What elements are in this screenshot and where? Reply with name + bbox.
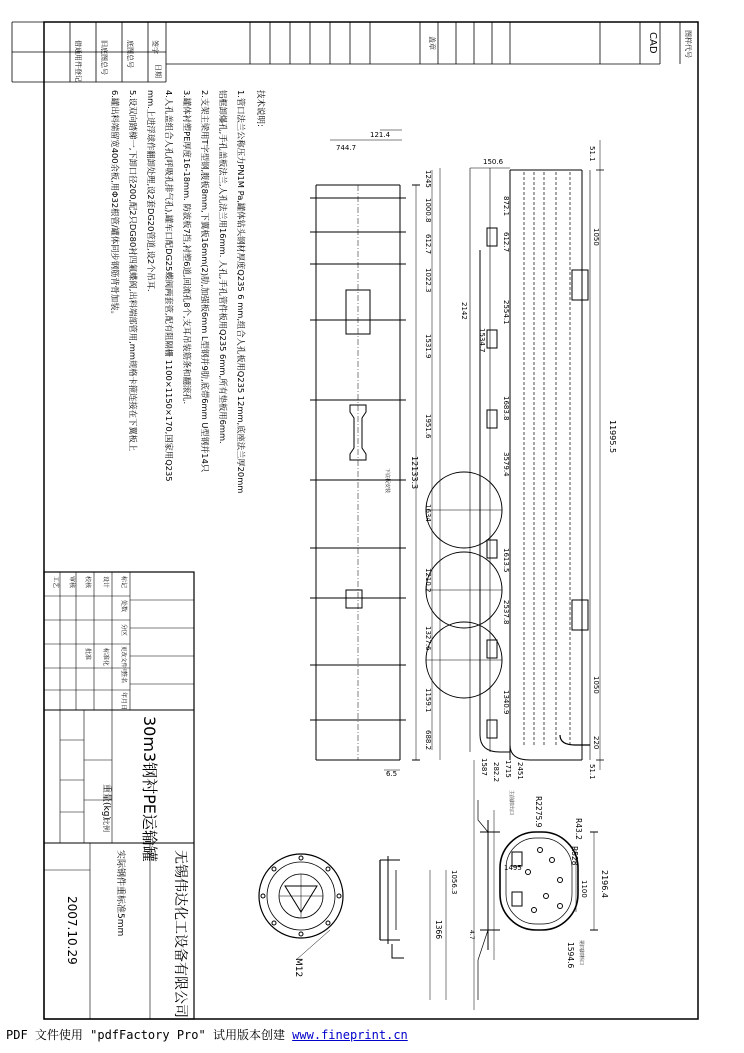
rev-header-3: 分区 — [120, 624, 127, 637]
dim-d3: 220 — [592, 736, 600, 750]
footer-link[interactable]: www.fineprint.cn — [292, 1028, 408, 1042]
cad-label: CAD — [647, 32, 658, 54]
margin-label-1: 借通用件登记 — [74, 40, 82, 82]
bolt-label: M12 — [293, 958, 303, 978]
margin-label-3: 底图总号 — [126, 40, 134, 68]
seg-3: 2554.1 — [502, 300, 510, 325]
technical-notes — [110, 90, 266, 493]
manhole-detail — [259, 854, 404, 960]
seg-4: 1683.8 — [502, 396, 510, 421]
frame-plan-view — [310, 130, 432, 770]
drawing-no-label: 图样代号 — [684, 30, 692, 58]
seg-6: 1613.5 — [502, 548, 510, 573]
sign-row-4: 工艺 — [52, 576, 59, 589]
seg-1: 872.1 — [502, 196, 510, 217]
dim-b4: 1587 — [480, 758, 488, 776]
left-margin-table — [12, 22, 166, 82]
dim-width-2: 121.4 — [370, 131, 391, 139]
title-note: 实际钢件重标准5mm — [115, 850, 125, 937]
dim-small-mid: 6.5 — [386, 770, 398, 778]
mseg-11: 688.2 — [424, 730, 432, 751]
dim-b3: 282.2 — [492, 762, 500, 783]
notes-title: 技术说明: — [255, 90, 265, 127]
rev-header-2: 处数 — [120, 600, 127, 613]
scale-label: 比例 — [102, 818, 110, 832]
dim-small-left: 51.1 — [588, 146, 596, 162]
footer-text: PDF 文件使用 "pdfFactory Pro" 试用版本创建 — [6, 1028, 293, 1042]
mseg-9: 1327.6 — [424, 626, 432, 651]
rev-header-1: 标记 — [120, 576, 127, 589]
mseg-2: 1000.8 — [424, 198, 432, 223]
dim-r2: R43.2 — [574, 818, 583, 840]
company-name: 无锡伟达化工设备有限公司 — [172, 850, 188, 1018]
notes-line-4: 3.罐体衬塑PE厚度16-18mm. 防波板7挡,衬塑6道,回流孔8个,支耳吊装筋条和翻滚孔. — [182, 90, 192, 405]
rev-header-6: 年月日 — [120, 692, 127, 711]
notes-line-8: 6.罐出料端留宽400余板,用Φ32根管/罐体同步钢筋背骨加装。 — [110, 90, 120, 319]
margin-label-5: 日期 — [154, 64, 162, 78]
seg-5: 3579.4 — [502, 452, 510, 477]
dim-overall-mid: 12133.3 — [410, 456, 419, 490]
side-note-2: 第四卸料口 — [578, 940, 584, 966]
mseg-8: 1210.2 — [424, 568, 432, 593]
dim-width-1: 744.7 — [336, 144, 357, 152]
seal-label: 盖章 — [428, 36, 436, 50]
mseg-3: 612.7 — [424, 234, 432, 255]
sign-row-6: 批准 — [84, 648, 91, 661]
seg-7: 2537.8 — [502, 600, 510, 625]
dim-h2: 1100 — [580, 880, 588, 898]
notes-line-7: 5.设双向踏梯一,下卸口径200,配2只DG80衬四氟蝶阀,出料端部管用,mm规格卡箍连接在下翼板上 — [128, 90, 138, 452]
weight-label: 重量(kg) — [101, 784, 111, 820]
notes-line-6: mm.上进浮球作翻卸处理,设2套DG20管道,设2个吊耳. — [146, 90, 156, 292]
dim-b1: 2451 — [516, 762, 524, 780]
dim-r1: R2275.9 — [534, 796, 543, 828]
mseg-4: 1022.3 — [424, 268, 432, 293]
rev-header-4: 更改文件号 — [120, 646, 126, 674]
sign-row-3: 审核 — [68, 576, 75, 589]
dim-r3: R528 — [570, 846, 579, 866]
margin-label-2: 旧底图总号 — [100, 40, 108, 75]
mseg-1: 1245 — [424, 170, 432, 188]
frame-label: 下底板安装 — [384, 468, 390, 494]
notes-line-1: 1.管口法兰公称压力PN1M Pa,罐体钻头钢材厚度Q235 6 mm,组合人孔板用Q235 12mm,底座法兰厚20mm — [236, 90, 246, 494]
sign-row-2: 校核 — [84, 576, 91, 589]
top-revision-strip — [166, 22, 680, 64]
side-note-1: 主前卸出口 — [508, 790, 514, 816]
dim-overall-top: 11995.5 — [608, 420, 617, 454]
dim-a1: 2142 — [460, 302, 468, 320]
mseg-10: 1159.1 — [424, 688, 432, 713]
dim-w3: 1056.3 — [450, 870, 458, 895]
dim-d2: 1050 — [592, 676, 600, 694]
dim-small-right: 51.1 — [588, 764, 596, 780]
notes-line-5: 4.人孔盖组合人孔(呼吸孔排气孔),罐车口配DG25蝶阀两套管,配有阻隔栅 1100×1150×170,国家用Q235 — [164, 90, 174, 482]
seg-8: 1340.9 — [502, 690, 510, 715]
notes-line-2: 铝框卸爆孔,手孔盖板法兰,人孔法兰用16mm. 人孔,手孔管件板用Q235 6mm,所有垫板用6mm. — [218, 90, 228, 444]
dim-a2: 1534.7 — [478, 328, 486, 353]
tank-elevation-view — [426, 140, 604, 770]
rev-header-5: 签名 — [120, 671, 127, 684]
pdf-footer — [6, 1026, 408, 1043]
dim-w4: 1495 — [504, 864, 522, 872]
mseg-6: 1951.6 — [424, 414, 432, 439]
dim-b2: 1715 — [504, 760, 512, 778]
drawing-date: 2007.10.29 — [65, 896, 79, 965]
dim-top-left: 150.6 — [483, 158, 504, 166]
mseg-7: 1634 — [424, 504, 432, 522]
margin-label-4: 签字 — [151, 40, 159, 54]
dim-w1: 1594.6 — [566, 942, 575, 969]
sign-row-1: 设计 — [102, 576, 109, 589]
notes-line-3: 2.支架主梁用T字型钢,腹板8mm,下翼板16mm(2)肋,加强板6mm L型钢并9肋,底带6mm U型钢并14只 — [200, 90, 210, 473]
seg-2: 612.7 — [502, 232, 510, 253]
dim-w5: 4.7 — [468, 930, 475, 940]
sign-row-5: 标准化 — [102, 648, 109, 667]
product-title: 30m3钢衬PE运输罐 — [140, 716, 159, 862]
dim-w2: 1366 — [434, 920, 443, 940]
mseg-5: 1531.9 — [424, 334, 432, 359]
dim-h1: 2196.4 — [600, 870, 609, 898]
dim-d1: 1050 — [592, 228, 600, 246]
